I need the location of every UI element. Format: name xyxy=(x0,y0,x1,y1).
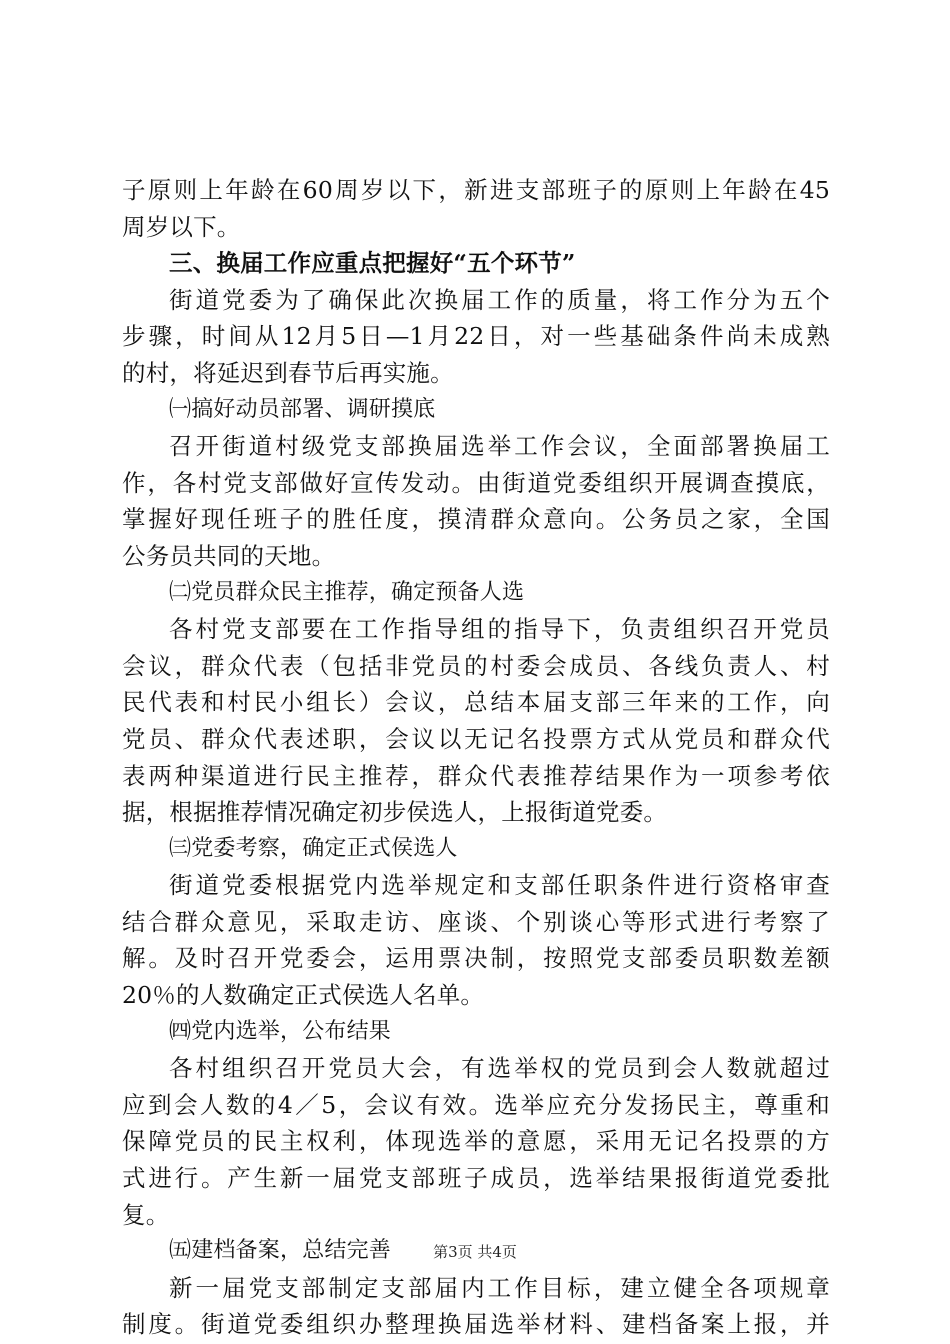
paragraph-line: 表两种渠道进行民主推荐，群众代表推荐结果作为一项参考依 xyxy=(122,761,830,790)
paragraph-line: 各村组织召开党员大会，有选举权的党员到会人数就超过 xyxy=(169,1054,830,1083)
paragraph-line: 20％的人数确定正式侯选人名单。 xyxy=(122,981,485,1010)
subheading: ㈤建档备案，总结完善 xyxy=(169,1238,392,1264)
paragraph-line: 结合群众意见，采取走访、座谈、个别谈心等形式进行考察了 xyxy=(122,907,830,936)
paragraph-line: 式进行。产生新一届党支部班子成员，选举结果报街道党委批 xyxy=(122,1164,830,1193)
page-number-footer: 第3页 共4页 xyxy=(433,1243,517,1261)
paragraph-line: 召开街道村级党支部换届选举工作会议，全面部署换届工 xyxy=(169,432,830,461)
paragraph-line: 解。及时召开党委会，运用票决制，按照党支部委员职数差额 xyxy=(122,944,830,973)
paragraph-line: 公务员共同的天地。 xyxy=(122,541,336,570)
paragraph-line: 周岁以下。 xyxy=(122,212,241,241)
paragraph-line: 子原则上年龄在60周岁以下，新进支部班子的原则上年龄在45 xyxy=(122,176,830,204)
paragraph-line: 应到会人数的4／5，会议有效。选举应充分发扬民主，尊重和 xyxy=(122,1090,830,1119)
paragraph-line: 街道党委为了确保此次换届工作的质量，将工作分为五个 xyxy=(169,285,830,314)
paragraph-line: 会议，群众代表（包括非党员的村委会成员、各线负责人、村 xyxy=(122,651,830,680)
subheading: ㈡党员群众民主推荐，确定预备人选 xyxy=(169,579,525,605)
subheading: ㈠搞好动员部署、调研摸底 xyxy=(169,396,436,422)
paragraph-line: 步骤，时间从12月5日—1月22日，对一些基础条件尚未成熟 xyxy=(122,322,830,351)
paragraph-line: 新一届党支部制定支部届内工作目标，建立健全各项规章 xyxy=(169,1273,830,1302)
paragraph-line: 街道党委根据党内选举规定和支部任职条件进行资格审查 xyxy=(169,871,830,900)
subheading: ㈣党内选举，公布结果 xyxy=(169,1018,392,1044)
paragraph-line: 制度。街道党委组织办整理换届选举材料、建档备案上报，并 xyxy=(122,1310,830,1339)
document-body xyxy=(122,172,830,1343)
paragraph-line: 党员、群众代表述职，会议以无记名投票方式从党员和群众代 xyxy=(122,724,830,753)
paragraph-line: 的村，将延迟到春节后再实施。 xyxy=(122,358,454,387)
paragraph-line: 据，根据推荐情况确定初步侯选人，上报街道党委。 xyxy=(122,798,668,827)
paragraph-line: 作，各村党支部做好宣传发动。由街道党委组织开展调查摸底， xyxy=(122,468,830,497)
subheading: ㈢党委考察，确定正式侯选人 xyxy=(169,835,458,861)
paragraph-line: 保障党员的民主权利，体现选举的意愿，采用无记名投票的方 xyxy=(122,1127,830,1156)
paragraph-line: 民代表和村民小组长）会议，总结本届支部三年来的工作，向 xyxy=(122,688,830,717)
section-heading: 三、换届工作应重点把握好“五个环节” xyxy=(169,249,576,278)
paragraph-line: 掌握好现任班子的胜任度，摸清群众意向。公务员之家，全国 xyxy=(122,505,830,534)
paragraph-line: 各村党支部要在工作指导组的指导下，负责组织召开党员 xyxy=(169,615,830,644)
paragraph-line: 复。 xyxy=(122,1200,170,1229)
